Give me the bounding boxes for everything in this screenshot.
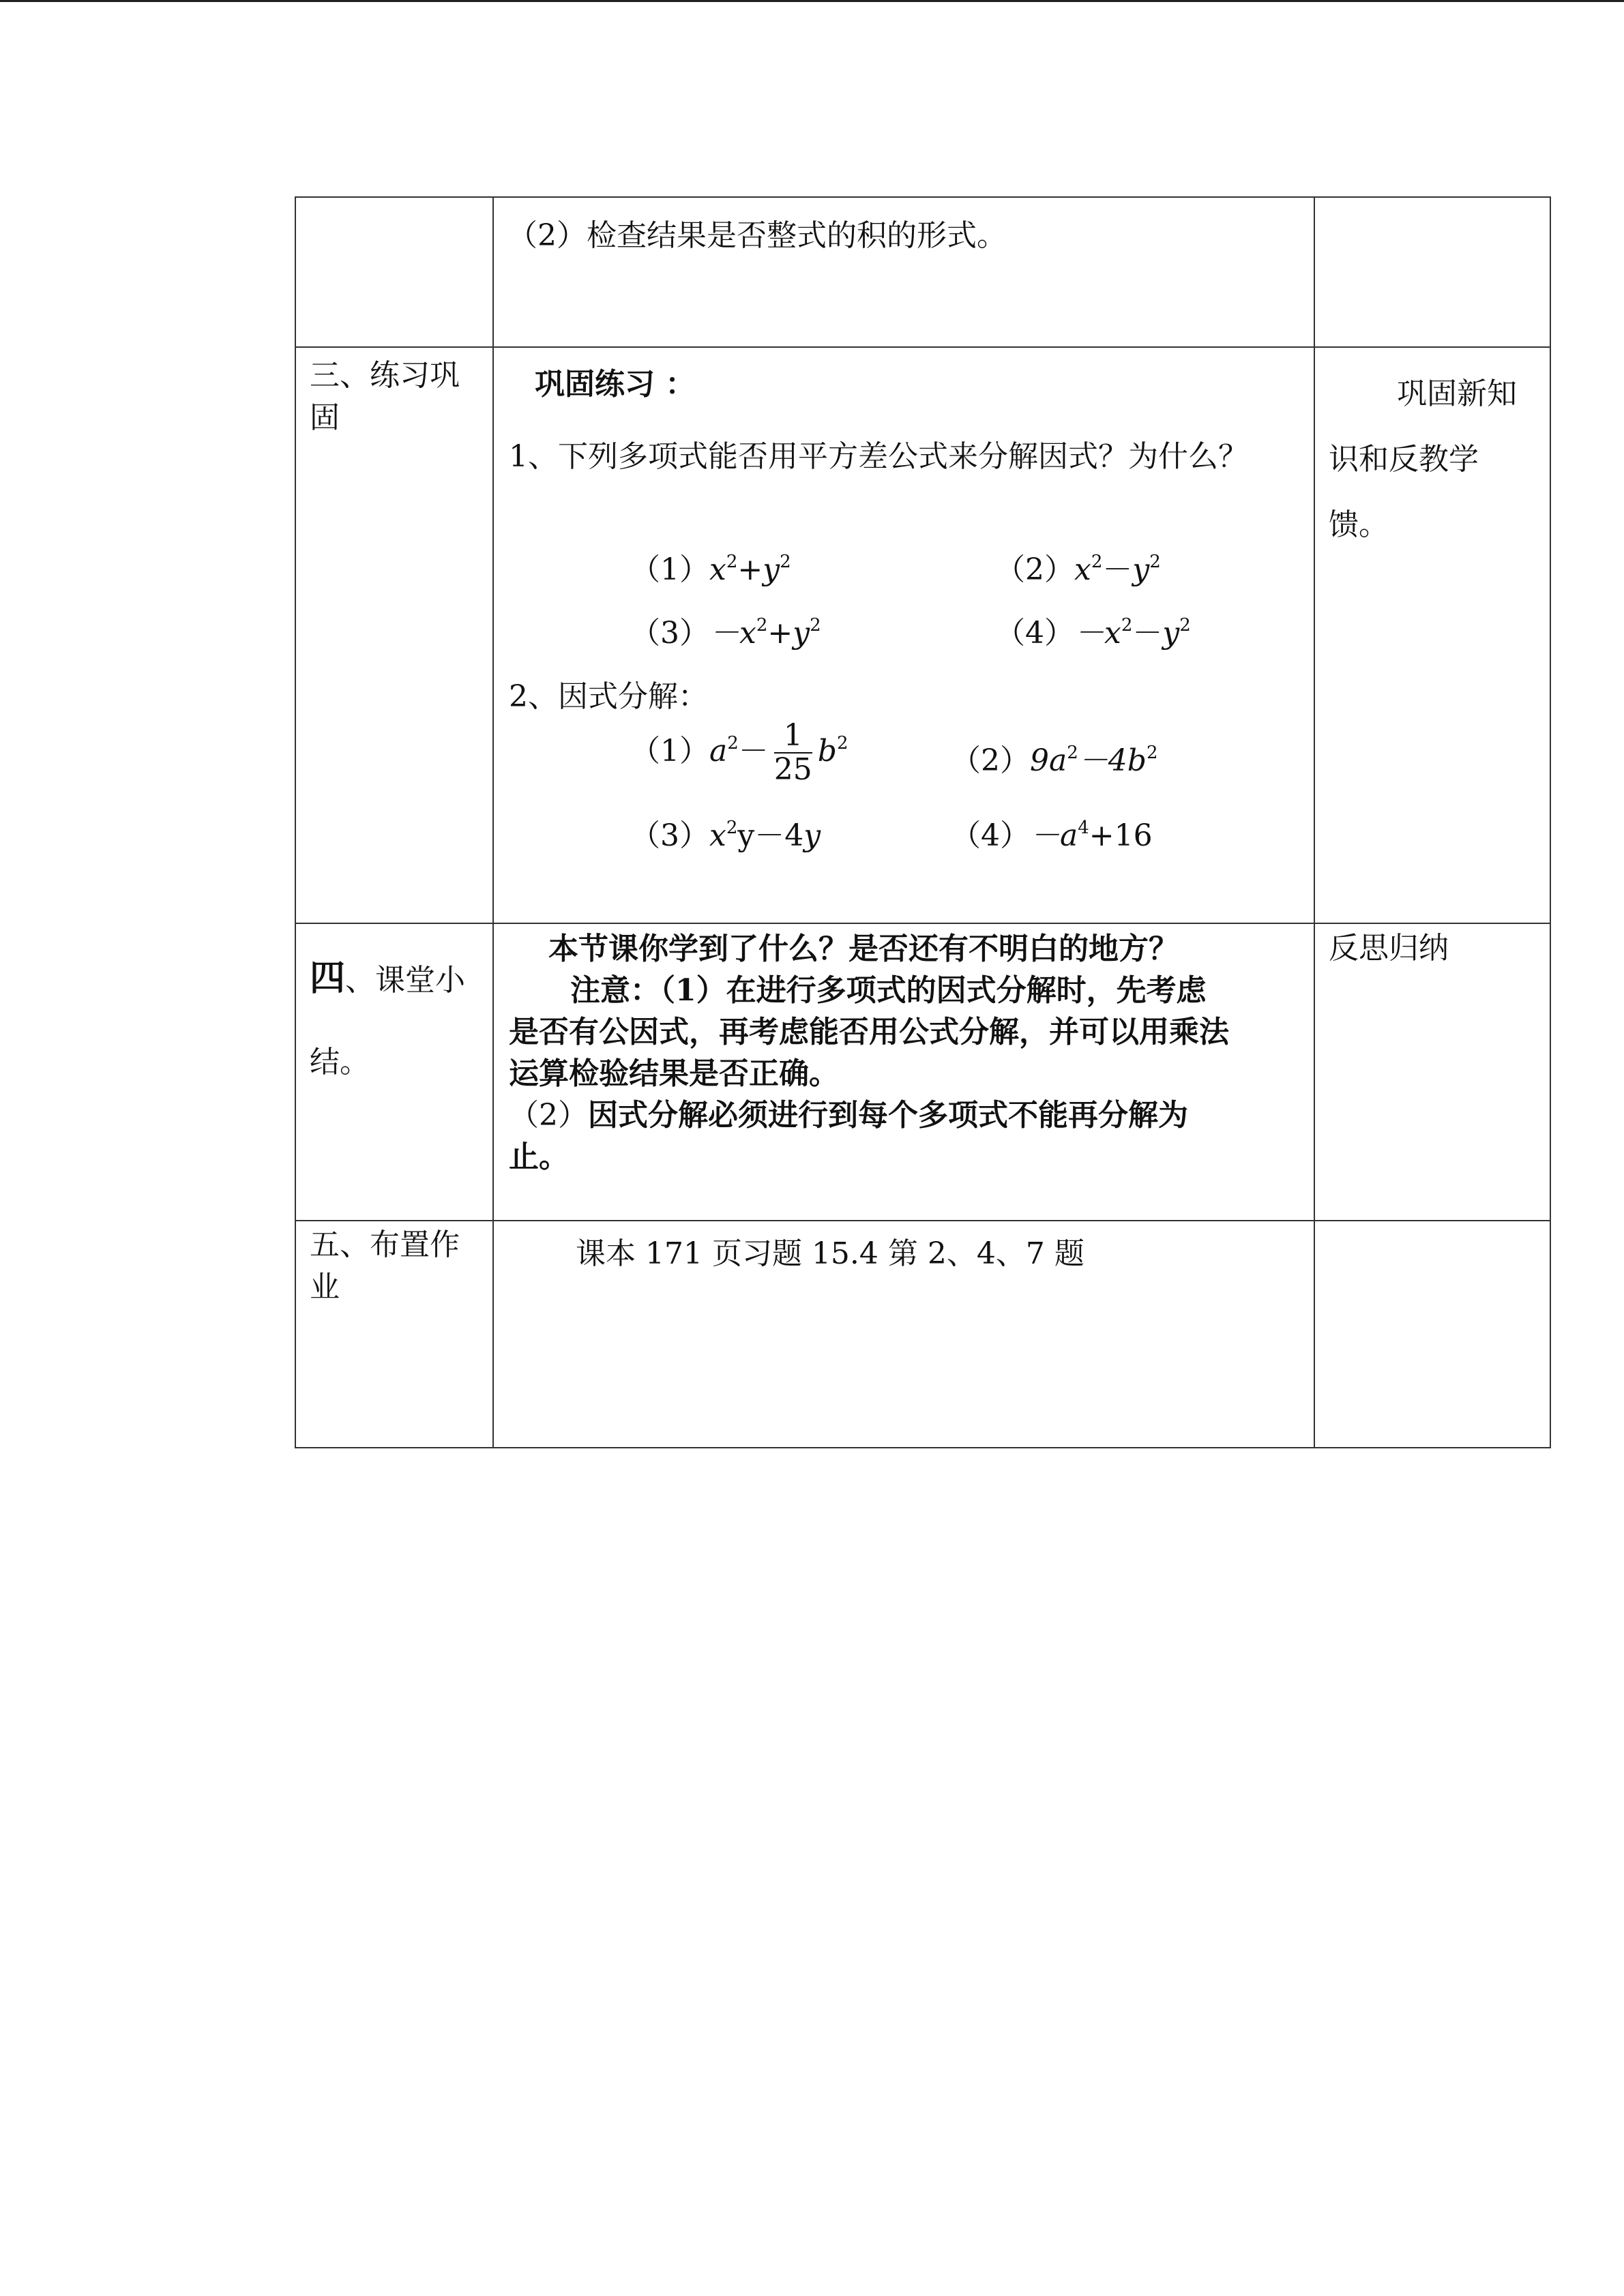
exponent: 2: [727, 732, 739, 754]
item-number: （2）: [995, 552, 1074, 587]
practice-heading: 巩固练习 ：: [535, 367, 696, 402]
term: －4b: [1078, 743, 1147, 778]
q1-item-3: [630, 610, 821, 657]
operator: －: [1132, 616, 1163, 651]
fraction: [774, 719, 812, 787]
var: x: [709, 818, 726, 853]
table-row: [295, 197, 1550, 347]
summary-note-text: 因式分解必须进行到每个多项式不能再分解为: [588, 1098, 1188, 1133]
var: y: [793, 616, 810, 651]
content-cell: [493, 347, 1314, 923]
lesson-plan-table: [295, 196, 1551, 1448]
fraction-denominator: 25: [773, 752, 812, 788]
var: x: [1074, 552, 1091, 587]
exponent: 2: [726, 818, 738, 838]
question-1: 1、下列多项式能否用平方差公式来分解因式？为什么？: [509, 439, 1248, 474]
q2-item-3: [630, 813, 821, 859]
q1-item-1: [630, 547, 791, 593]
teaching-note: 反思归纳: [1329, 931, 1449, 966]
exponent: 2: [1149, 552, 1161, 572]
operator: +: [767, 616, 793, 651]
note-cell: [1314, 923, 1550, 1221]
section-title: 五、布置作业: [310, 1227, 460, 1304]
q2-item-1: [630, 719, 848, 787]
var: y: [1162, 616, 1180, 651]
exponent: 2: [836, 732, 848, 754]
summary-note-line: [509, 1094, 1188, 1136]
exponent: 2: [726, 552, 738, 572]
exponent: 2: [1067, 743, 1078, 763]
item-number: （1）: [630, 552, 709, 587]
check-step-text: （2）检查结果是否整式的积的形式。: [507, 218, 1007, 253]
exponent: 2: [780, 552, 791, 572]
var: y: [763, 552, 780, 587]
summary-note-line: 运算检验结果是否正确。: [509, 1056, 839, 1091]
var: －x: [1074, 616, 1121, 651]
summary-question: 本节课你学到了什么？是否还有不明白的地方？: [548, 931, 1179, 966]
var: y: [803, 818, 821, 853]
content-cell: [493, 197, 1314, 347]
section-cell: [295, 923, 493, 1221]
item-number: （3）: [630, 818, 709, 853]
note-cell: [1314, 347, 1550, 923]
term: y－4: [737, 818, 804, 853]
var: b: [817, 733, 837, 769]
q1-item-2: [995, 547, 1161, 593]
section-title: 三、练习巩固: [310, 358, 460, 435]
summary-note-line: 是否有公因式，再考虑能否用公式分解，并可以用乘法: [509, 1015, 1229, 1049]
section-cell: [295, 197, 493, 347]
var: y: [1132, 552, 1150, 587]
operator: －: [1102, 552, 1133, 587]
note-cell: [1314, 197, 1550, 347]
item-number: （4）: [951, 818, 1030, 853]
exponent: 2: [1179, 615, 1191, 636]
operator: －: [738, 733, 769, 769]
summary-note-line: 注意：（1）在进行多项式的因式分解时，先考虑: [570, 973, 1207, 1008]
homework-text: 课本 171 页习题 15.4 第 2、4、7 题: [576, 1236, 1084, 1271]
content-cell: [493, 1221, 1314, 1448]
item-number: （3）: [630, 616, 709, 651]
summary-note-line: 止。: [509, 1139, 569, 1174]
exponent: 2: [810, 615, 821, 636]
question-2: 2、因式分解：: [509, 679, 708, 714]
var: a: [709, 733, 728, 769]
exponent: 2: [1121, 615, 1133, 636]
section-cell: [295, 347, 493, 923]
content-cell: [493, 923, 1314, 1221]
note-cell: [1314, 1221, 1550, 1448]
table-row: [295, 923, 1550, 1221]
section-number: 四: [310, 957, 346, 999]
item-number: （2）: [509, 1098, 588, 1133]
section-cell: [295, 1221, 493, 1448]
teaching-note: 巩固新知识和反教学馈。: [1329, 376, 1517, 542]
q2-item-2: [951, 738, 1158, 784]
exponent: 2: [1146, 743, 1158, 763]
var: 9a: [1030, 743, 1067, 778]
table-row: [295, 1221, 1550, 1448]
item-number: （1）: [630, 733, 709, 769]
section-label: 、课堂小结。: [310, 963, 466, 1079]
operator: +: [737, 552, 763, 587]
item-number: （4）: [995, 616, 1074, 651]
q2-item-4: [951, 813, 1153, 859]
exponent: 2: [756, 615, 768, 636]
table-row: [295, 347, 1550, 923]
var: －x: [709, 616, 756, 651]
item-number: （2）: [951, 743, 1030, 778]
var: －a: [1030, 818, 1078, 853]
term: +16: [1089, 818, 1153, 853]
exponent: 2: [1091, 552, 1103, 572]
section-title: [310, 938, 473, 1103]
exponent: 4: [1078, 818, 1089, 838]
q1-item-4: [995, 610, 1191, 657]
var: x: [709, 552, 726, 587]
fraction-numerator: 1: [774, 719, 812, 754]
